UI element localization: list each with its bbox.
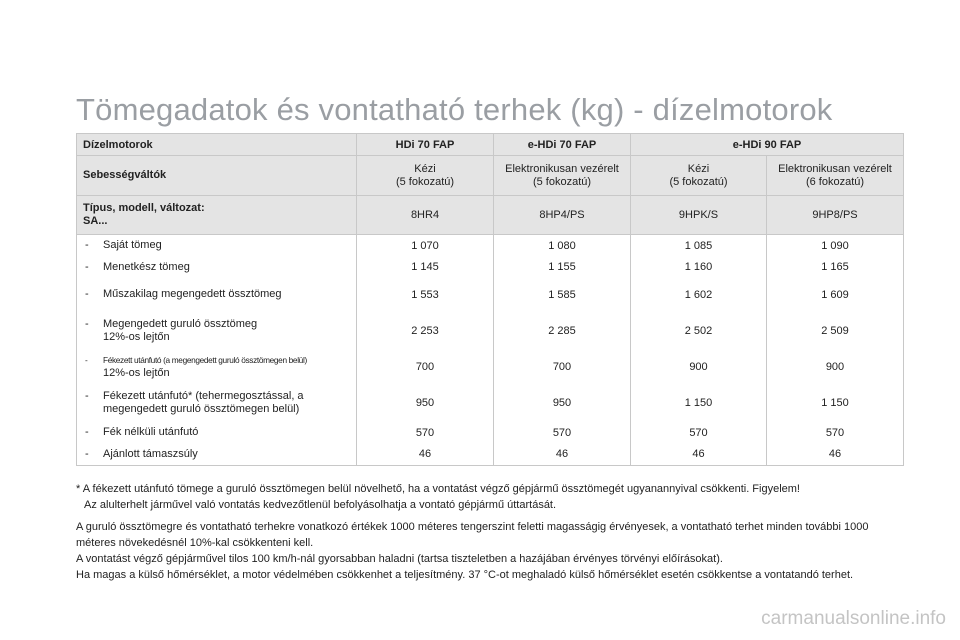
row-sublabel: 12%-os lejtőn (103, 366, 170, 379)
row-label: Megengedett guruló össztömeg (103, 317, 258, 330)
value-cell: 1 145 (357, 257, 494, 278)
footnote (76, 481, 906, 513)
table-row: - Fékezett utánfutó* (tehermegosztással, a megengedett guruló össztömegen belül) 950 950 1 150 1 150 (77, 384, 904, 422)
watermark: carmanualsonline.info (761, 608, 946, 629)
value-cell: 1 155 (494, 257, 631, 278)
value-cell: 1 090 (767, 235, 904, 257)
row-label: Saját tömeg (103, 239, 162, 252)
row-label: Fékezett utánfutó (a megengedett guruló össztömegen belül) (103, 354, 307, 365)
value-cell: 1 085 (631, 235, 767, 257)
gearbox-cell: Kézi (5 fokozatú) (357, 156, 494, 196)
type-cell: 8HP4/PS (494, 196, 631, 235)
value-cell: 2 285 (494, 312, 631, 350)
gearbox-cell: Elektronikusan vezérelt (6 fokozatú) (767, 156, 904, 196)
value-cell: 570 (494, 422, 631, 444)
type-row (77, 196, 904, 235)
value-cell: 950 (357, 384, 494, 422)
table-row: - Megengedett guruló össztömeg 12%-os lejtőn 2 253 2 285 2 502 2 509 (77, 312, 904, 350)
value-cell: 1 165 (767, 257, 904, 278)
engine-name: e-HDi 90 FAP (631, 134, 904, 156)
table-row: - Fék nélküli utánfutó 570 570 570 570 (77, 422, 904, 444)
value-cell: 2 502 (631, 312, 767, 350)
row-label: Menetkész tömeg (103, 260, 190, 273)
table-row: - Fékezett utánfutó (a megengedett guruló össztömegen belül) 12%-os lejtőn 700 700 900 900 (77, 350, 904, 384)
value-cell: 2 509 (767, 312, 904, 350)
gearbox-cell: Elektronikusan vezérelt (5 fokozatú) (494, 156, 631, 196)
gearbox-row (77, 156, 904, 196)
table-row: - Műszakilag megengedett össztömeg 1 553 1 585 1 602 1 609 (77, 278, 904, 312)
value-cell: 46 (767, 444, 904, 466)
gearbox-label: Sebességváltók (77, 156, 357, 196)
info-notes (76, 519, 906, 583)
engine-header-label: Dízelmotorok (77, 134, 357, 156)
value-cell: 900 (767, 350, 904, 384)
row-sublabel: megengedett guruló össztömegen belül) (103, 402, 300, 415)
type-cell: 8HR4 (357, 196, 494, 235)
row-label: Fék nélküli utánfutó (103, 426, 199, 438)
engine-name: e-HDi 70 FAP (494, 134, 631, 156)
type-cell: 9HP8/PS (767, 196, 904, 235)
value-cell: 1 160 (631, 257, 767, 278)
footnote-line: * A fékezett utánfutó tömege a guruló össztömegen belül növelhető, ha a vontatást végző gépjármű össztömegét ugyanannyival csökkenti. Figyelem! (76, 483, 800, 495)
table-row: - Ajánlott támaszsúly 46 46 46 46 (77, 444, 904, 466)
engine-name: HDi 70 FAP (357, 134, 494, 156)
value-cell: 1 553 (357, 278, 494, 312)
page-title: Tömegadatok és vontatható terhek (kg) - dízelmotorok (76, 92, 833, 127)
type-cell: 9HPK/S (631, 196, 767, 235)
row-label: Műszakilag megengedett össztömeg (103, 288, 282, 300)
info-paragraph: A guruló össztömegre és vontatható terhekre vonatkozó értékek 1000 méteres tengerszint feletti magasságig érvényesek, a vontatható terhet minden további 1000 méteres növekedésnél 10%-kal csökkenteni kell. (76, 521, 869, 549)
value-cell: 900 (631, 350, 767, 384)
row-label: Ajánlott támaszsúly (103, 447, 198, 460)
value-cell: 46 (357, 444, 494, 466)
type-label: Típus, modell, változat: SA... (77, 196, 357, 235)
row-sublabel: 12%-os lejtőn (103, 330, 170, 343)
value-cell: 570 (631, 422, 767, 444)
value-cell: 1 585 (494, 278, 631, 312)
row-label: Fékezett utánfutó* (tehermegosztással, a (103, 389, 304, 402)
value-cell: 950 (494, 384, 631, 422)
value-cell: 570 (767, 422, 904, 444)
value-cell: 2 253 (357, 312, 494, 350)
value-cell: 570 (357, 422, 494, 444)
value-cell: 1 602 (631, 278, 767, 312)
table-row: - Menetkész tömeg 1 145 1 155 1 160 1 165 (77, 257, 904, 278)
value-cell: 1 609 (767, 278, 904, 312)
value-cell: 700 (357, 350, 494, 384)
info-paragraph: A vontatást végző gépjárművel tilos 100 km/h-nál gyorsabban haladni (tartsa tiszteletben a hazájában érvényes törvényi előírásokat). (76, 553, 723, 565)
value-cell: 1 070 (357, 235, 494, 257)
value-cell: 1 150 (631, 384, 767, 422)
value-cell: 700 (494, 350, 631, 384)
footnote-line: Az alulterhelt járművel való vontatás kedvezőtlenül befolyásolhatja a vontató gépjármű úttartását. (84, 499, 557, 511)
value-cell: 1 080 (494, 235, 631, 257)
weights-table (76, 133, 904, 466)
engine-header-row (77, 134, 904, 156)
value-cell: 46 (494, 444, 631, 466)
value-cell: 1 150 (767, 384, 904, 422)
table-row: - Saját tömeg 1 070 1 080 1 085 1 090 (77, 235, 904, 257)
gearbox-cell: Kézi (5 fokozatú) (631, 156, 767, 196)
info-paragraph: Ha magas a külső hőmérséklet, a motor védelmében csökkenhet a teljesítmény. 37 °C-ot meghaladó külső hőmérséklet esetén csökkentse a vontatandó terhet. (76, 569, 854, 581)
value-cell: 46 (631, 444, 767, 466)
